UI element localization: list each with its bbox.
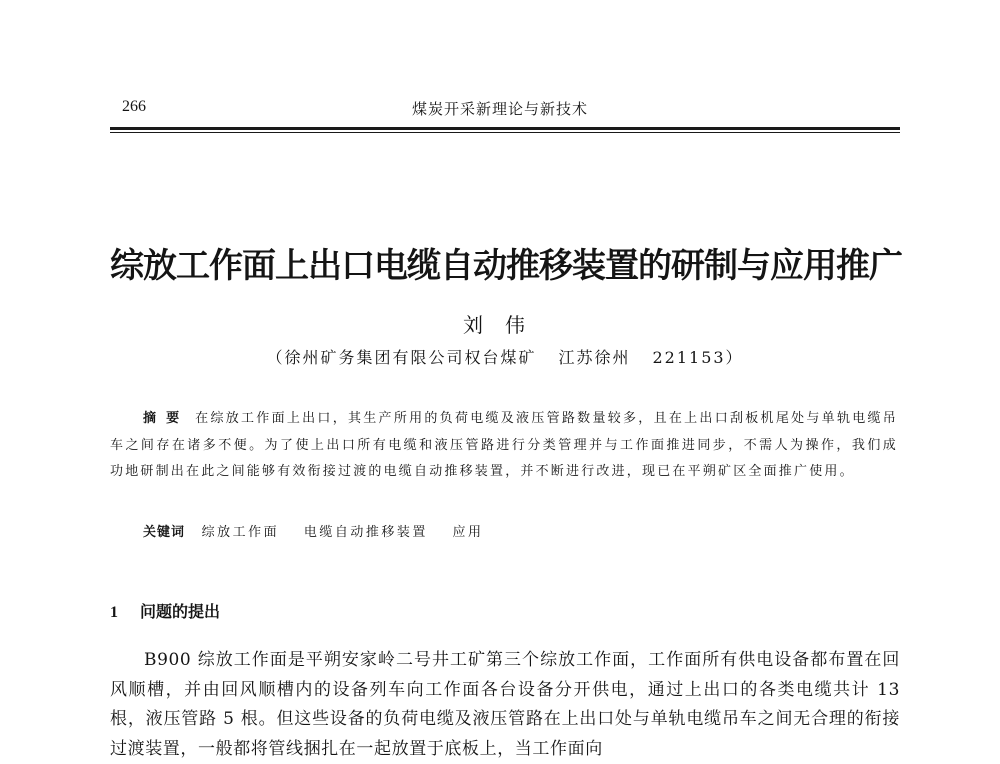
affiliation-org: （徐州矿务集团有限公司权台煤矿: [266, 348, 537, 367]
affiliation-place: 江苏徐州: [558, 348, 631, 367]
journal-title: 煤炭开采新理论与新技术: [412, 100, 589, 118]
keyword-item: 综放工作面: [201, 525, 280, 540]
abstract-text: 在综放工作面上出口，其生产所用的负荷电缆及液压管路数量较多，且在上出口刮板机尾处与单轨电缆吊车之间存在诸多不便。为了使上出口所有电缆和液压管路进行分类管理并与工作面推进同步，不需人为操作，我们成功地研制出在此之间能够有效衔接过渡的电缆自动推移装置，并不断进行改进，现已在平朔矿区全面推广使用。: [110, 411, 898, 479]
running-header: [110, 96, 900, 126]
abstract-label: 摘要: [143, 411, 190, 426]
keywords-label: 关键词: [143, 525, 186, 540]
section-heading: [110, 599, 220, 622]
keyword-item: 电缆自动推移装置: [303, 525, 428, 540]
page-number: 266: [122, 98, 146, 115]
body-paragraph: B900 综放工作面是平朔安家岭二号井工矿第三个综放工作面，工作面所有供电设备都布置在回风顺槽，并由回风顺槽内的设备列车向工作面各台设备分开供电，通过上出口的各类电缆共计 13 根，液压管路 5 根。但这些设备的负荷电缆及液压管路在上出口处与单轨电缆吊车之间无合理的衔接过渡装置，一般都将管线捆扎在一起放置于底板上，当工作面向: [110, 650, 900, 759]
header-rule-thin: [110, 132, 900, 133]
section-title: 问题的提出: [140, 602, 221, 621]
keyword-item: 应用: [452, 525, 484, 540]
affiliation-postcode: 221153）: [652, 348, 744, 367]
header-rule-thick: [110, 127, 900, 130]
section-number: 1: [110, 604, 118, 621]
paper-title: 综放工作面上出口电缆自动推移装置的研制与应用推广: [110, 246, 902, 286]
author-affiliation: [110, 345, 900, 368]
author-name: 刘伟: [463, 313, 547, 337]
keywords: [143, 521, 903, 540]
abstract: [110, 406, 898, 486]
